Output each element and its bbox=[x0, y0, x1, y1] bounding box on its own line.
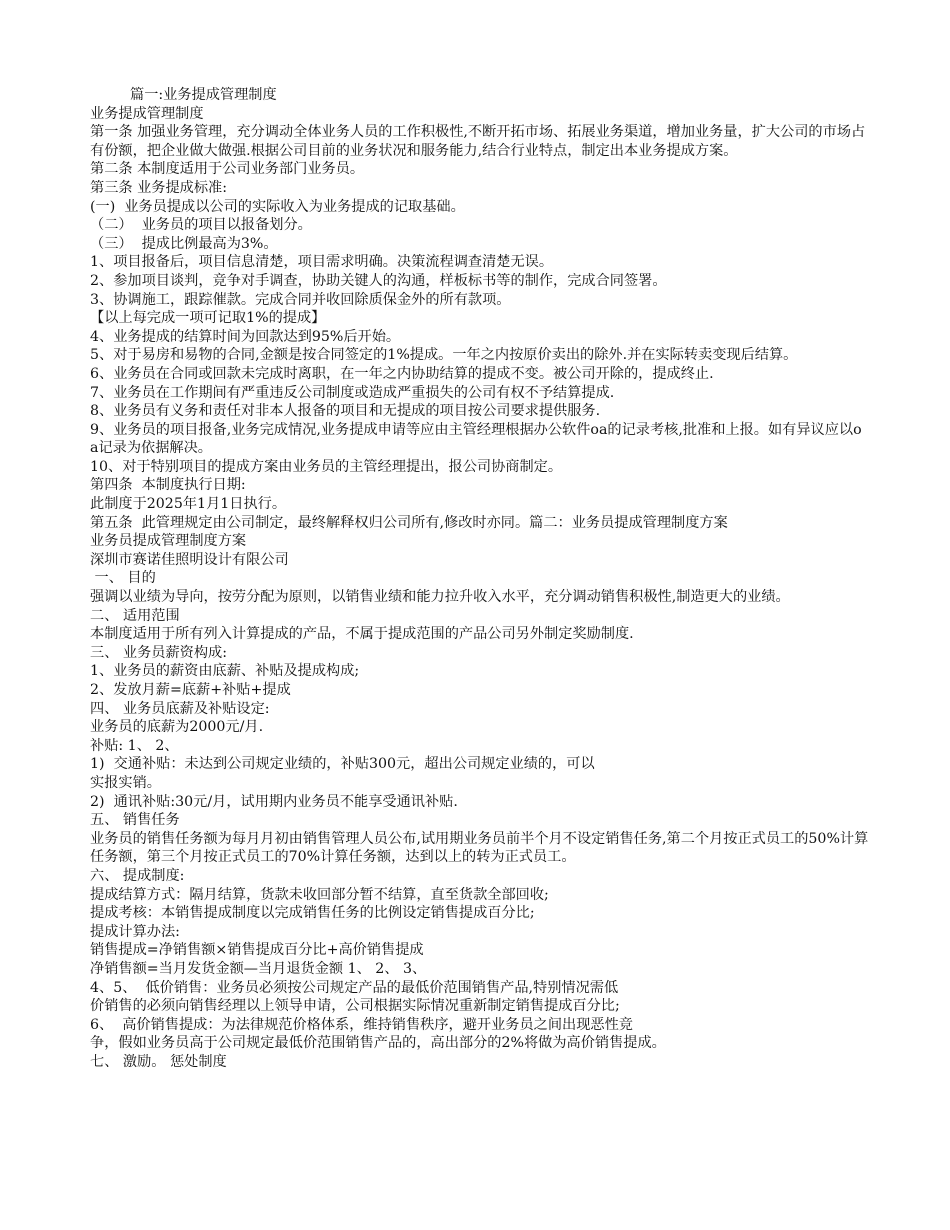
transport-allowance-cont: 实报实销。 bbox=[90, 774, 161, 791]
rule-1: 1、项目报备后，项目信息清楚，项目需求明确。决策流程调查清楚无误。 bbox=[90, 254, 554, 271]
doc-heading: 篇一:业务提成管理制度 bbox=[130, 87, 277, 103]
section-1-text: 强调以业绩为导向，按劳分配为原则，以销售业绩和能力拉升收入水平，充分调动销售积极性,制造更大的业绩。 bbox=[90, 589, 790, 606]
rule-note: 【以上每完成一项可记取1%的提成】 bbox=[90, 310, 326, 327]
rule-5: 5、对于易房和易物的合同,金额是按合同签定的1%提成。一年之内按原价卖出的除外.并在实际转卖变现后结算。 bbox=[90, 347, 798, 364]
base-salary: 业务员的底薪为2000元/月. bbox=[90, 719, 264, 736]
rule-4: 4、业务提成的结算时间为回款达到95%后开始。 bbox=[90, 328, 401, 345]
rule-9: 9、业务员的项目报备,业务完成情况,业务提成申请等应由主管经理根据办公软件oa的记录考核,批准和上报。如有异议应以oa记录为依据解决。 bbox=[90, 421, 862, 457]
doc-title: 业务提成管理制度 bbox=[90, 105, 204, 122]
section-3-heading: 三、 业务员薪资构成: bbox=[90, 644, 227, 661]
section-3-item-2: 2、发放月薪=底薪+补贴+提成 bbox=[90, 682, 291, 698]
section-5-heading: 五、 销售任务 bbox=[90, 812, 180, 829]
article-3-item-3: （三） 提成比例最高为3%。 bbox=[90, 235, 278, 252]
effective-date: 此制度于2025年1月1日执行。 bbox=[90, 496, 287, 513]
low-price-sales: 4、5、 低价销售：业务员必须按公司规定产品的最低价范围销售产品,特别情况需低 bbox=[90, 979, 619, 996]
rule-10: 10、对于特别项目的提成方案由业务员的主管经理提出，报公司协商制定。 bbox=[90, 458, 563, 475]
article-3: 第三条 业务提成标准: bbox=[90, 179, 227, 196]
rule-7: 7、业务员在工作期间有严重违反公司制度或造成严重损失的公司有权不予结算提成. bbox=[90, 384, 615, 401]
company-name: 深圳市赛诺佳照明设计有限公司 bbox=[90, 551, 289, 568]
commission-assessment: 提成考核：本销售提成制度以完成销售任务的比例设定销售提成百分比; bbox=[90, 905, 535, 922]
transport-allowance: 1) 交通补贴：未达到公司规定业绩的，补贴300元，超出公司规定业绩的，可以 bbox=[90, 756, 595, 773]
formula-net-sales: 净销售额=当月发货金额—当月退货金额 1、 2、 3、 bbox=[90, 960, 427, 977]
rule-6: 6、业务员在合同或回款未完成时离职，在一年之内协助结算的提成不变。被公司开除的，提成终止. bbox=[90, 365, 714, 382]
formula-commission: 销售提成=净销售额×销售提成百分比+高价销售提成 bbox=[90, 942, 424, 959]
article-4: 第四条 本制度执行日期: bbox=[90, 477, 246, 494]
article-5: 第五条 此管理规定由公司制定，最终解释权归公司所有,修改时亦同。篇二：业务员提成管理制度方案 bbox=[90, 514, 728, 531]
phone-allowance: 2) 通讯补贴:30元/月，试用期内业务员不能享受通讯补贴. bbox=[90, 793, 458, 810]
section-6-heading: 六、 提成制度: bbox=[90, 867, 185, 884]
article-2: 第二条 本制度适用于公司业务部门业务员。 bbox=[90, 161, 365, 178]
calculation-heading: 提成计算办法: bbox=[90, 923, 180, 940]
section-2-heading: 二、 适用范围 bbox=[90, 607, 180, 624]
plan-title: 业务员提成管理制度方案 bbox=[90, 533, 247, 550]
section-1-heading: 一、 目的 bbox=[90, 570, 156, 587]
article-1: 第一条 加强业务管理，充分调动全体业务人员的工作积极性,不断开拓市场、拓展业务渠道，增加业务量，扩大公司的市场占有份额，把企业做大做强.根据公司目前的业务状况和服务能力,结合行业特点，制定出本业务提成方案。 bbox=[90, 124, 866, 159]
high-price-commission-cont: 争，假如业务员高于公司规定最低价范围销售产品的，高出部分的2%将做为高价销售提成。 bbox=[90, 1035, 666, 1052]
high-price-commission: 6、 高价销售提成：为法律规范价格体系，维持销售秩序，避开业务员之间出现恶性竞 bbox=[90, 1016, 633, 1033]
article-3-item-1: (一) 业务员提成以公司的实际收入为业务提成的记取基础。 bbox=[90, 198, 465, 215]
section-5-text: 业务员的销售任务额为每月月初由销售管理人员公布,试用期业务员前半个月不设定销售任务,第二个月按正式员工的50%计算任务额，第三个月按正式员工的70%计算任务额，达到以上的转为正式员工。 bbox=[90, 830, 869, 866]
rule-2: 2、参加项目谈判，竞争对手调查，协助关键人的沟通，样板标书等的制作，完成合同签署。 bbox=[90, 272, 667, 289]
rule-8: 8、业务员有义务和责任对非本人报备的项目和无提成的项目按公司要求提供服务. bbox=[90, 403, 601, 420]
settlement-method: 提成结算方式：隔月结算，货款未收回部分暂不结算，直至货款全部回收; bbox=[90, 886, 549, 903]
rule-3: 3、协调施工，跟踪催款。完成合同并收回除质保金外的所有款项。 bbox=[90, 291, 511, 308]
section-2-text: 本制度适用于所有列入计算提成的产品，不属于提成范围的产品公司另外制定奖励制度. bbox=[90, 626, 634, 643]
document-body bbox=[90, 86, 870, 1071]
low-price-sales-cont: 价销售的必须向销售经理以上领导申请，公司根据实际情况重新制定销售提成百分比; bbox=[90, 998, 620, 1015]
section-3-item-1: 1、业务员的薪资由底薪、补贴及提成构成; bbox=[90, 663, 360, 680]
allowance-heading: 补贴: 1、 2、 bbox=[90, 737, 179, 754]
section-4-heading: 四、 业务员底薪及补贴设定: bbox=[90, 700, 270, 717]
section-7-heading: 七、 激励。 惩处制度 bbox=[90, 1053, 227, 1070]
article-3-item-2: （二） 业务员的项目以报备划分。 bbox=[90, 217, 312, 234]
